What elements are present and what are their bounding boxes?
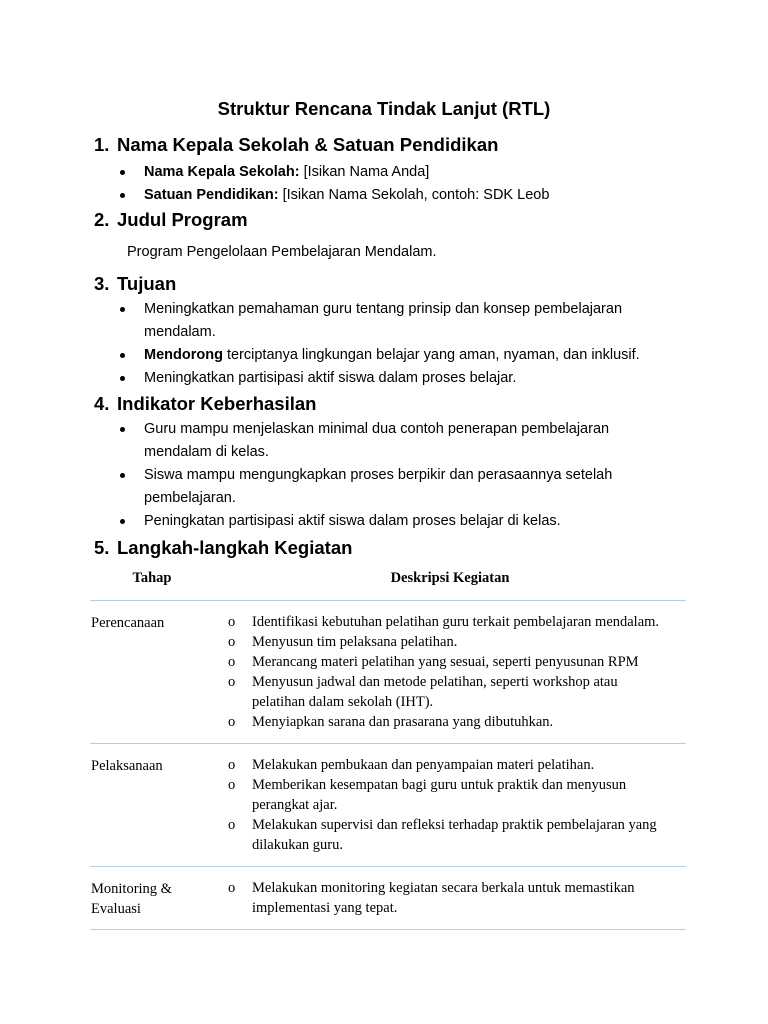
bullet-icon	[120, 193, 125, 198]
item-text: Merancang materi pelatihan yang sesuai, seperti penyusunan RPM	[252, 654, 639, 670]
item-text: Menyusun jadwal dan metode pelatihan, seperti workshop atau pelatihan dalam sekolah (IHT).	[252, 674, 618, 710]
bullet-icon: o	[228, 634, 236, 650]
item-value: [Isikan Nama Sekolah, contoh: SDK Leob	[278, 187, 550, 203]
section-title: Indikator Keberhasilan	[117, 393, 317, 414]
section-success-indicators	[94, 392, 694, 533]
item-text: Melakukan pembukaan dan penyampaian materi pelatihan.	[252, 757, 595, 773]
bullet-icon	[120, 376, 125, 381]
table-row	[90, 867, 686, 930]
list-item	[94, 418, 654, 464]
item-text: Guru mampu menjelaskan minimal dua contoh penerapan pembelajaran mendalam di kelas.	[144, 421, 610, 460]
item-text: Menyusun tim pelaksana pelatihan.	[252, 634, 458, 650]
section-heading	[94, 208, 694, 232]
section-program-title	[94, 208, 694, 264]
activity-table	[90, 565, 686, 930]
item-text: Identifikasi kebutuhan pelatihan guru terkait pembelajaran mendalam.	[252, 614, 660, 630]
list-item	[228, 755, 686, 775]
section-number: 1.	[94, 134, 110, 155]
item-text: Memberikan kesempatan bagi guru untuk praktik dan menyusun perangkat ajar.	[252, 777, 627, 813]
bullet-icon: o	[228, 880, 236, 896]
list-item	[228, 775, 652, 815]
section-number: 5.	[94, 537, 110, 558]
list-item	[228, 632, 686, 652]
section-number: 3.	[94, 273, 110, 294]
column-header-description: Deskripsi Kegiatan	[390, 570, 510, 586]
item-label: Nama Kepala Sekolah:	[144, 164, 300, 180]
item-text: Meningkatkan pemahaman guru tentang prinsip dan konsep pembelajaran mendalam.	[144, 301, 623, 340]
item-text: Meningkatkan partisipasi aktif siswa dalam proses belajar.	[144, 370, 517, 386]
section-heading	[94, 133, 694, 157]
item-emphasis: Mendorong	[144, 347, 223, 363]
item-text: Menyiapkan sarana dan prasarana yang dibutuhkan.	[252, 714, 554, 730]
list-item	[228, 652, 686, 672]
stage-cell: Perencanaan	[91, 615, 165, 631]
section-number: 2.	[94, 209, 110, 230]
section-heading	[94, 392, 694, 416]
bullet-icon	[120, 427, 125, 432]
list-item	[94, 367, 654, 390]
section-school-info	[94, 133, 694, 207]
list-item	[94, 344, 654, 367]
bullet-icon	[120, 353, 125, 358]
item-text: Melakukan supervisi dan refleksi terhadap praktik pembelajaran yang dilakukan guru.	[252, 817, 657, 853]
section-title: Langkah-langkah Kegiatan	[117, 537, 353, 558]
bullet-list	[94, 298, 654, 390]
section-number: 4.	[94, 393, 110, 414]
item-label: Satuan Pendidikan:	[144, 187, 279, 203]
section-title: Judul Program	[117, 209, 248, 230]
table-header	[90, 565, 686, 601]
bullet-icon: o	[228, 757, 236, 773]
list-item	[228, 878, 662, 918]
bullet-list	[94, 161, 694, 207]
bullet-icon: o	[228, 614, 236, 630]
table-row	[90, 601, 686, 744]
stage-cell: Pelaksanaan	[91, 758, 163, 774]
list-item	[94, 161, 694, 184]
item-text: Peningkatan partisipasi aktif siswa dalam proses belajar di kelas.	[144, 513, 561, 529]
section-title: Tujuan	[117, 273, 177, 294]
item-text: Melakukan monitoring kegiatan secara berkala untuk memastikan implementasi yang tepat.	[252, 880, 635, 916]
list-item	[228, 815, 682, 855]
section-objectives	[94, 272, 694, 390]
item-value: [Isikan Nama Anda]	[299, 164, 430, 180]
list-item	[228, 712, 686, 732]
list-item	[228, 612, 686, 632]
section-title: Nama Kepala Sekolah & Satuan Pendidikan	[117, 134, 499, 155]
bullet-icon: o	[228, 817, 236, 833]
bullet-icon	[120, 307, 125, 312]
bullet-icon	[120, 473, 125, 478]
column-header-stage: Tahap	[132, 570, 172, 586]
table-row	[90, 744, 686, 867]
section-heading	[94, 272, 694, 296]
bullet-list	[94, 418, 654, 533]
list-item	[94, 184, 694, 207]
list-item	[228, 672, 652, 712]
bullet-icon: o	[228, 714, 236, 730]
bullet-icon	[120, 170, 125, 175]
bullet-icon: o	[228, 674, 236, 690]
section-heading	[94, 536, 694, 560]
item-text: Siswa mampu mengungkapkan proses berpikir dan perasaannya setelah pembelajaran.	[144, 467, 613, 506]
bullet-icon: o	[228, 654, 236, 670]
item-text: terciptanya lingkungan belajar yang aman, nyaman, dan inklusif.	[222, 347, 640, 363]
program-name: Program Pengelolaan Pembelajaran Mendalam.	[127, 244, 437, 260]
stage-cell: Monitoring & Evaluasi	[91, 881, 172, 917]
bullet-icon	[120, 519, 125, 524]
bullet-icon: o	[228, 777, 236, 793]
section-activity-steps	[94, 536, 694, 560]
list-item	[94, 298, 654, 344]
list-item	[94, 510, 654, 533]
list-item	[94, 464, 654, 510]
document-title: Struktur Rencana Tindak Lanjut (RTL)	[217, 98, 551, 119]
